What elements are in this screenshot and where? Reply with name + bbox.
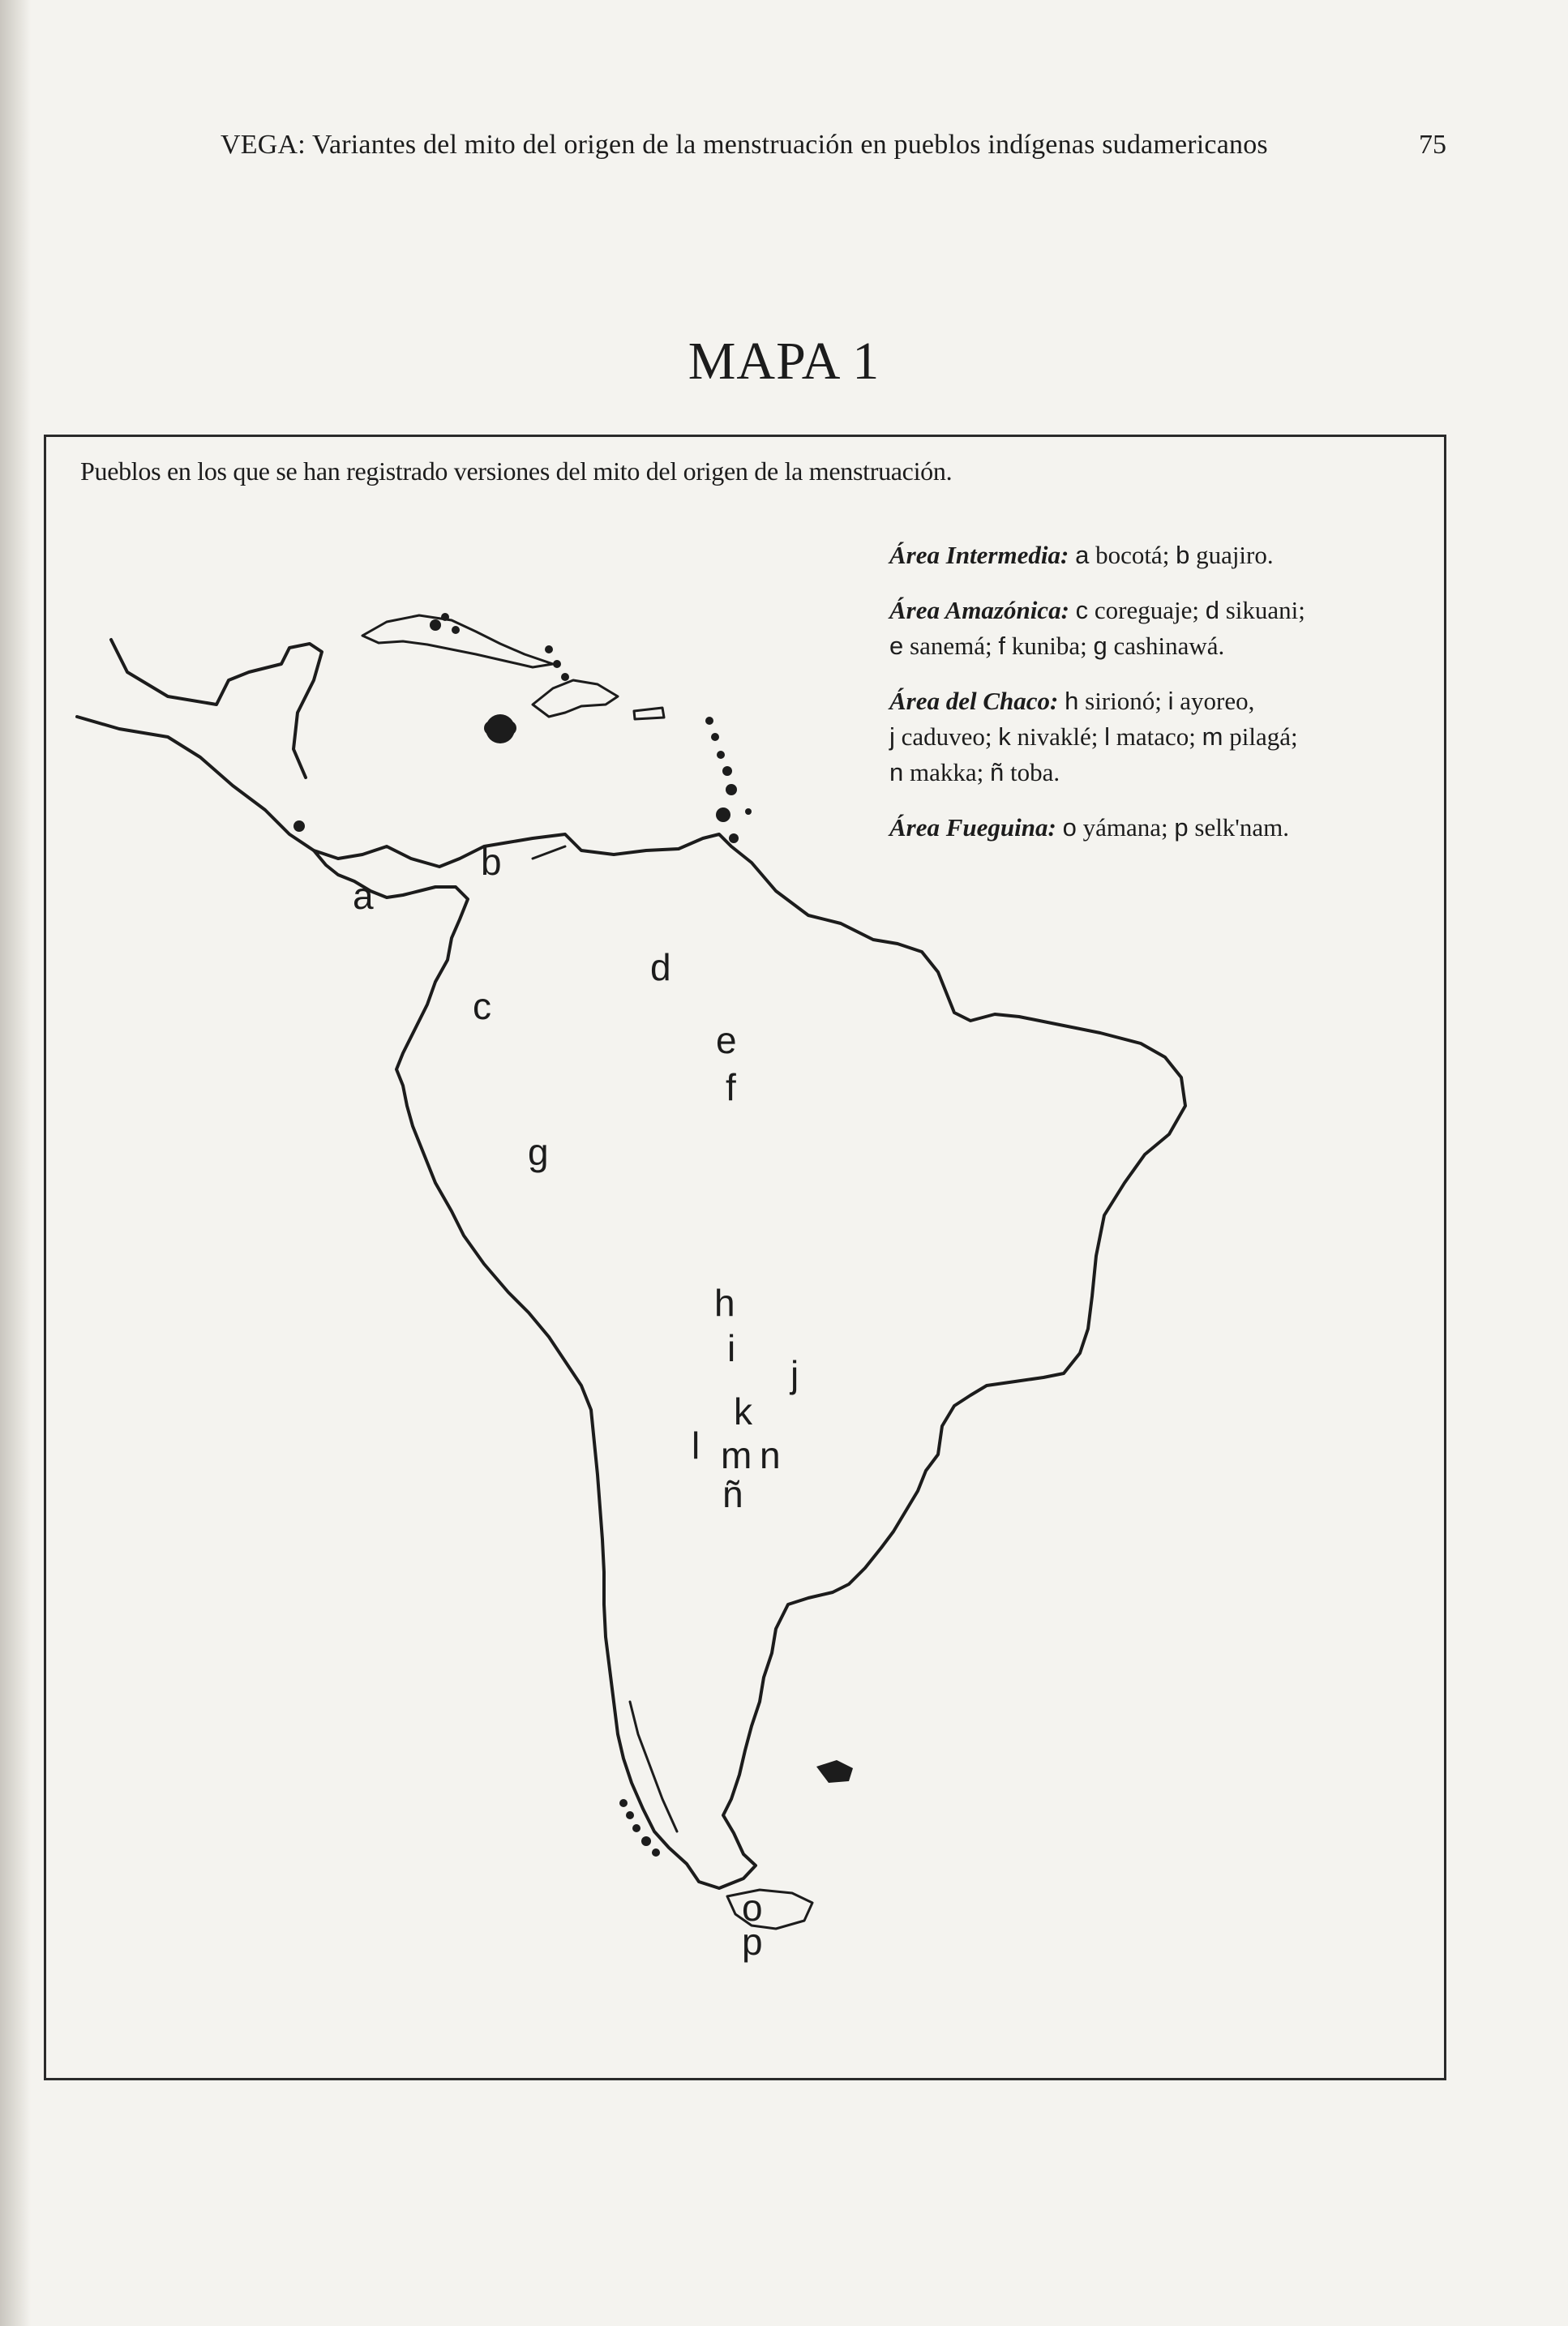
marker-a: a [353,875,374,917]
island-dot [632,1824,640,1832]
figure-caption: Pueblos en los que se han registrado versiones del mito del origen de la menstruación. [80,456,953,486]
legend-people: coreguaje; [1094,596,1199,624]
marker-p: p [742,1921,763,1963]
marker-g: g [528,1131,549,1173]
island-dot [545,645,553,653]
marker-ny: ñ [722,1473,743,1515]
legend-people: sanemá; [910,632,992,660]
legend-letter: l [1104,722,1111,751]
pacific-mexico-coast [77,717,314,850]
legend-letter: e [889,632,904,660]
marker-c: c [473,985,491,1027]
legend-area-name: Área Amazónica: [889,596,1069,624]
island-dot [722,766,732,776]
island-dot [430,619,441,631]
marker-i: i [727,1327,736,1369]
legend-letter: g [1093,632,1107,660]
island-dot [619,1799,628,1807]
legend-letter: k [998,722,1011,751]
island-dot [441,613,449,621]
island-dot [484,721,516,735]
legend-letter: n [889,758,904,786]
island-dot [711,733,719,741]
chile-fjord-coast [630,1702,677,1831]
legend-letter: d [1205,596,1219,624]
marker-l: l [692,1424,700,1467]
figure-box [44,435,1446,2080]
legend-people: yámana; [1082,813,1168,842]
tierra-del-fuego [727,1890,812,1929]
legend-area-name: Área del Chaco: [889,687,1059,715]
legend-people: ayoreo, [1180,687,1255,715]
island-dot [561,673,569,681]
legend-people: guajiro. [1196,541,1274,569]
island-dot [716,807,730,822]
legend-letter: b [1176,541,1190,569]
page-number: 75 [1419,130,1446,160]
marker-d: d [650,946,671,988]
legend-people: sirionó; [1085,687,1162,715]
island-dot [626,1811,634,1819]
cuba-island [362,615,553,667]
marker-o: o [742,1887,763,1929]
island-dot [729,833,739,843]
legend-area-amazonica [889,593,1441,664]
marker-e: e [716,1019,737,1061]
legend-letter: a [1075,541,1090,569]
island-dot [293,820,305,832]
map-title: MAPA 1 [688,332,880,391]
legend-people: selk'nam. [1194,813,1290,842]
island-dot [745,808,752,815]
legend-area-name: Área Fueguina: [889,813,1056,842]
legend-letter: p [1174,813,1189,842]
legend-area-intermedia [889,538,1441,573]
legend-letter: m [1202,722,1223,751]
legend-people: makka; [910,758,984,786]
legend-people: cashinawá. [1113,632,1225,660]
falkland-islands [816,1760,853,1783]
legend-area-chaco [889,683,1441,790]
legend-people: kuniba; [1011,632,1087,660]
legend-letter: c [1075,596,1089,624]
marker-k: k [734,1390,752,1433]
legend-people: pilagá; [1229,722,1298,751]
hispaniola-island [533,680,618,717]
map-legend [889,538,1441,865]
legend-people: caduveo; [901,722,992,751]
legend-letter: ñ [990,758,1005,786]
marker-f: f [726,1066,736,1108]
puerto-rico-island [634,708,664,719]
marker-n: n [760,1434,781,1476]
island-dot [726,784,737,795]
legend-letter: f [998,632,1005,660]
legend-people: mataco; [1116,722,1196,751]
marker-j: j [790,1353,799,1395]
legend-area-fueguina [889,810,1441,846]
river-hint [533,846,565,859]
island-dot [452,626,460,634]
legend-letter: h [1065,687,1079,715]
island-dot [641,1836,651,1846]
legend-people: nivaklé; [1017,722,1099,751]
legend-area-name: Área Intermedia: [889,541,1069,569]
island-dot [717,751,725,759]
running-header: VEGA: Variantes del mito del origen de la menstruación en pueblos indígenas sudamericanos [221,130,1268,160]
legend-letter: j [889,722,895,751]
island-dot [705,717,713,725]
marker-b: b [481,841,502,883]
legend-people: toba. [1010,758,1060,786]
legend-people: bocotá; [1095,541,1170,569]
island-dot [652,1848,660,1857]
legend-people: sikuani; [1225,596,1305,624]
marker-h: h [714,1282,735,1324]
south-america-coast [314,834,1185,1888]
marker-m: m [721,1434,752,1476]
legend-letter: o [1062,813,1077,842]
island-dot [553,660,561,668]
legend-letter: i [1167,687,1174,715]
mexico-coast [111,640,322,777]
